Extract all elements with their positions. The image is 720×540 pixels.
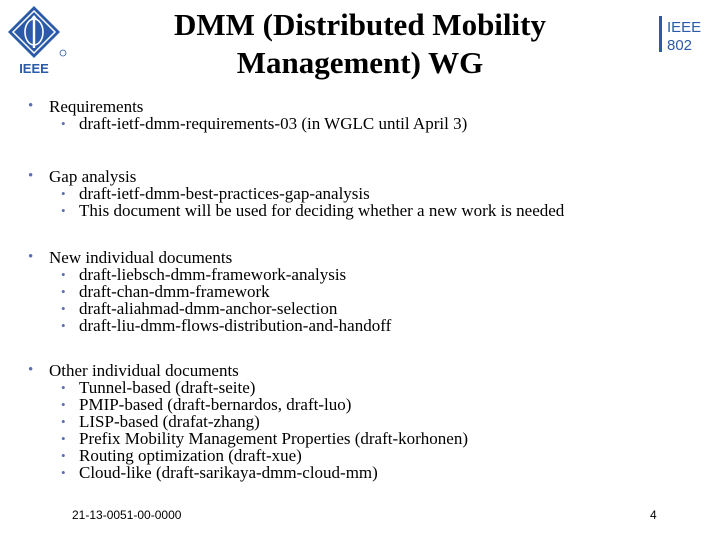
sub-item-text: LISP-based (drafat-zhang)	[79, 412, 260, 431]
section-other-documents	[28, 362, 708, 481]
slide-title-line2: Management) WG	[236, 45, 484, 80]
sub-item	[28, 379, 708, 396]
bullet-icon: •	[61, 414, 66, 429]
badge-line1: IEEE	[667, 19, 702, 36]
section-heading: Gap analysis	[49, 167, 137, 186]
sub-item	[28, 430, 708, 447]
sub-list	[28, 185, 708, 219]
badge-line2: 802	[667, 37, 693, 54]
ieee-logo-text: IEEE	[19, 61, 49, 76]
bullet-icon: •	[61, 465, 66, 480]
bullet-icon: •	[61, 203, 66, 218]
sub-item	[28, 283, 708, 300]
sub-item-text: Cloud-like (draft-sarikaya-dmm-cloud-mm)	[79, 463, 378, 482]
ieee802-badge-icon	[657, 14, 703, 54]
sub-item-text: PMIP-based (draft-bernardos, draft-luo)	[79, 395, 352, 414]
sub-item	[28, 413, 708, 430]
sub-item	[28, 266, 708, 283]
bullet-icon: •	[28, 249, 34, 265]
section-requirements	[28, 98, 708, 132]
slide-title-line1: DMM (Distributed Mobility	[174, 7, 546, 42]
slide-title	[100, 6, 620, 82]
sub-item	[28, 300, 708, 317]
section-gap-analysis	[28, 168, 708, 219]
sub-item	[28, 396, 708, 413]
sub-item	[28, 202, 708, 219]
sub-item	[28, 447, 708, 464]
bullet-icon: •	[61, 284, 66, 299]
bullet-icon: •	[28, 362, 34, 378]
bullet-item	[28, 362, 708, 379]
sub-item-text: draft-aliahmad-dmm-anchor-selection	[79, 299, 338, 318]
bullet-icon: •	[61, 116, 66, 131]
bullet-item	[28, 168, 708, 185]
sub-list	[28, 266, 708, 334]
sub-item	[28, 464, 708, 481]
bullet-icon: •	[61, 397, 66, 412]
bullet-icon: •	[61, 267, 66, 282]
sub-item-text: draft-chan-dmm-framework	[79, 282, 270, 301]
sub-item-text: draft-liu-dmm-flows-distribution-and-handoff	[79, 316, 392, 335]
sub-item-text: draft-ietf-dmm-best-practices-gap-analysis	[79, 184, 370, 203]
section-heading: New individual documents	[49, 248, 233, 267]
sub-item-text: Tunnel-based (draft-seite)	[79, 378, 256, 397]
sub-item-text: draft-liebsch-dmm-framework-analysis	[79, 265, 347, 284]
ieee-logo-icon	[4, 4, 70, 76]
bullet-icon: •	[61, 186, 66, 201]
section-new-documents	[28, 249, 708, 334]
footer-doc-id: 21-13-0051-00-0000	[72, 508, 182, 522]
page-number: 4	[650, 508, 657, 522]
bullet-icon: •	[61, 380, 66, 395]
sub-item	[28, 115, 708, 132]
bullet-icon: •	[61, 318, 66, 333]
bullet-icon: •	[28, 168, 34, 184]
sub-item-text: Routing optimization (draft-xue)	[79, 446, 302, 465]
sub-item	[28, 185, 708, 202]
section-heading: Requirements	[49, 97, 144, 116]
bullet-icon: •	[61, 431, 66, 446]
sub-item-text: This document will be used for deciding whether a new work is needed	[79, 201, 565, 220]
sub-list	[28, 379, 708, 481]
bullet-item	[28, 249, 708, 266]
sub-list	[28, 115, 708, 132]
sub-item-text: draft-ietf-dmm-requirements-03 (in WGLC until April 3)	[79, 114, 468, 133]
bullet-icon: •	[28, 98, 34, 114]
sub-item	[28, 317, 708, 334]
bullet-item	[28, 98, 708, 115]
bullet-icon: •	[61, 448, 66, 463]
section-heading: Other individual documents	[49, 361, 239, 380]
bullet-icon: •	[61, 301, 66, 316]
sub-item-text: Prefix Mobility Management Properties (draft-korhonen)	[79, 429, 469, 448]
slide-content	[28, 98, 708, 515]
